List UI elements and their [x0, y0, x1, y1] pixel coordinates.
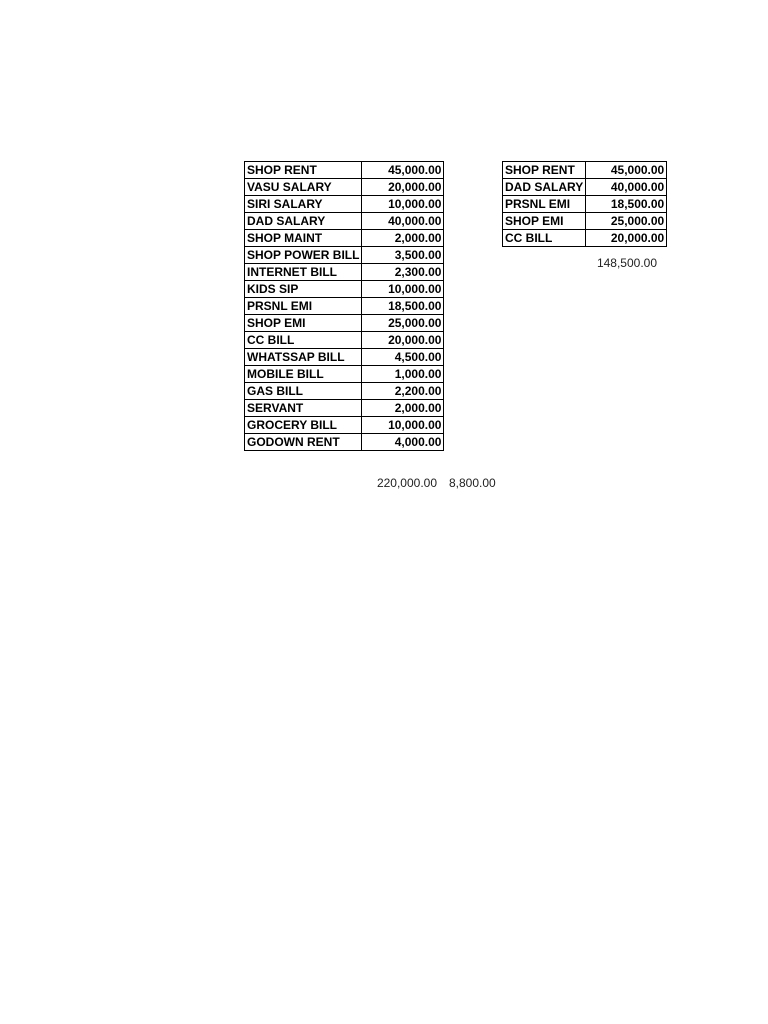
table-row [503, 213, 667, 230]
table-row [245, 196, 444, 213]
row-amount: 2,000.00 [362, 230, 444, 247]
row-amount: 3,500.00 [362, 247, 444, 264]
table-row [245, 349, 444, 366]
row-label: VASU SALARY [245, 179, 362, 196]
row-label: GAS BILL [245, 383, 362, 400]
row-amount: 10,000.00 [362, 417, 444, 434]
row-label: SERVANT [245, 400, 362, 417]
row-label: INTERNET BILL [245, 264, 362, 281]
row-amount: 45,000.00 [362, 162, 444, 179]
table-row [245, 230, 444, 247]
table-row [245, 400, 444, 417]
table-row [245, 332, 444, 349]
row-amount: 45,000.00 [586, 162, 667, 179]
table-row [245, 264, 444, 281]
row-amount: 1,000.00 [362, 366, 444, 383]
row-label: SHOP POWER BILL [245, 247, 362, 264]
row-label: SHOP MAINT [245, 230, 362, 247]
row-label: DAD SALARY [503, 179, 586, 196]
row-amount: 25,000.00 [586, 213, 667, 230]
row-amount: 2,200.00 [362, 383, 444, 400]
row-amount: 20,000.00 [362, 179, 444, 196]
row-amount: 10,000.00 [362, 196, 444, 213]
row-amount: 18,500.00 [362, 298, 444, 315]
table-row [503, 162, 667, 179]
row-amount: 20,000.00 [362, 332, 444, 349]
row-amount: 4,500.00 [362, 349, 444, 366]
right-table-total: 148,500.00 [596, 256, 657, 270]
row-label: GODOWN RENT [245, 434, 362, 451]
row-amount: 18,500.00 [586, 196, 667, 213]
table-row [245, 179, 444, 196]
row-amount: 2,300.00 [362, 264, 444, 281]
expense-table-full [244, 161, 444, 451]
row-label: SIRI SALARY [245, 196, 362, 213]
row-label: SHOP EMI [245, 315, 362, 332]
extra-total-value: 8,800.00 [449, 476, 496, 490]
row-amount: 2,000.00 [362, 400, 444, 417]
table-row [245, 417, 444, 434]
row-amount: 40,000.00 [586, 179, 667, 196]
expense-table-summary [502, 161, 667, 247]
row-amount: 4,000.00 [362, 434, 444, 451]
table-row [245, 298, 444, 315]
row-amount: 20,000.00 [586, 230, 667, 247]
row-label: GROCERY BILL [245, 417, 362, 434]
table-row [245, 213, 444, 230]
row-label: MOBILE BILL [245, 366, 362, 383]
row-amount: 10,000.00 [362, 281, 444, 298]
table-row [503, 179, 667, 196]
table-row [245, 281, 444, 298]
row-amount: 25,000.00 [362, 315, 444, 332]
table-row [245, 162, 444, 179]
table-row [245, 366, 444, 383]
table-row [245, 247, 444, 264]
row-label: SHOP RENT [245, 162, 362, 179]
table-row [503, 196, 667, 213]
table-row [245, 434, 444, 451]
row-label: DAD SALARY [245, 213, 362, 230]
table-row [245, 315, 444, 332]
row-label: CC BILL [245, 332, 362, 349]
row-label: SHOP RENT [503, 162, 586, 179]
row-label: PRSNL EMI [503, 196, 586, 213]
row-label: PRSNL EMI [245, 298, 362, 315]
left-table-total: 220,000.00 [376, 476, 437, 490]
row-label: WHATSSAP BILL [245, 349, 362, 366]
row-label: SHOP EMI [503, 213, 586, 230]
row-amount: 40,000.00 [362, 213, 444, 230]
row-label: CC BILL [503, 230, 586, 247]
row-label: KIDS SIP [245, 281, 362, 298]
table-row [503, 230, 667, 247]
table-row [245, 383, 444, 400]
